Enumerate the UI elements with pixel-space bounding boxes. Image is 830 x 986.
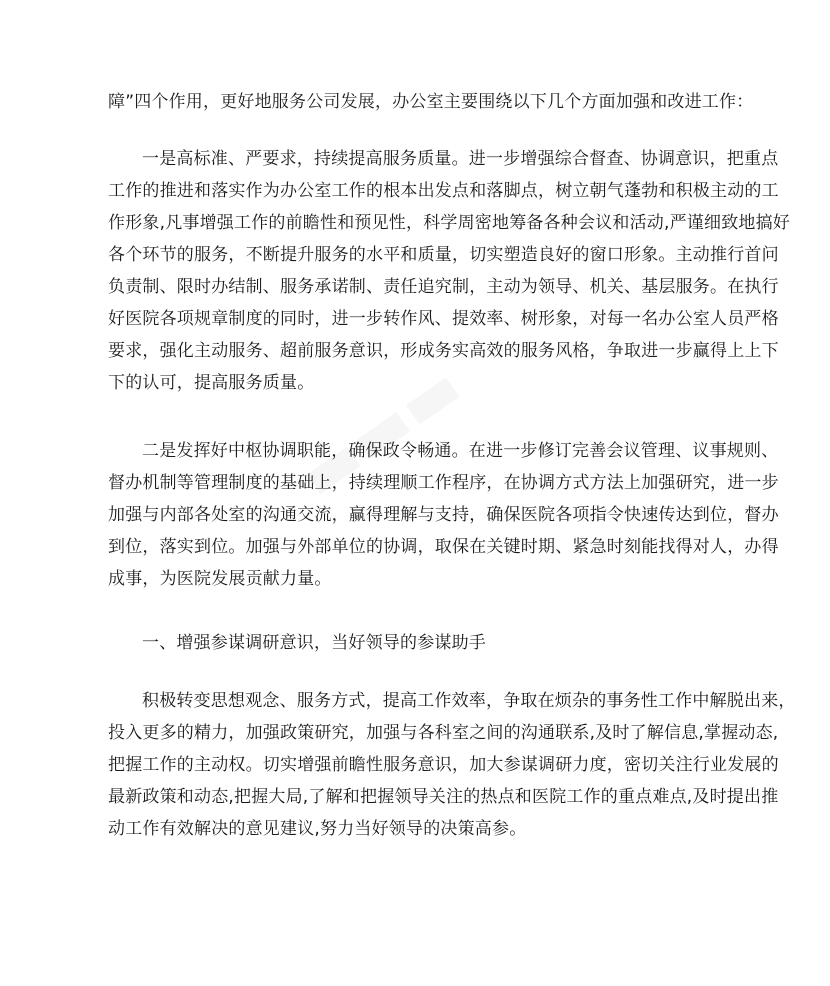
text-line: 把握工作的主动权。切实增强前瞻性服务意识，加大参谋调研力度，密切关注行业发展的 [108,755,779,775]
text-line: 成事，为医院发展贡献力量。 [108,569,332,589]
text-line: 好医院各项规章制度的同时，进一步转作风、提效率、树形象，对每一名办公室人员严格 [108,309,779,329]
text-line: 作形象,凡事增强工作的前瞻性和预见性，科学周密地筹备各种会议和活动,严谨细致地搞好 [108,213,791,233]
section-heading [108,627,728,659]
text-line: 动工作有效解决的意见建议,努力当好领导的决策高参。 [108,819,527,839]
text-line: 各个环节的服务，不断提升服务的水平和质量，切实塑造良好的窗口形象。主动推行首问 [108,245,779,265]
third-point-paragraph [108,685,796,845]
text-line: 最新政策和动态,把握大局,了解和把握领导关注的热点和医院工作的重点难点,及时提出推 [108,787,779,807]
text-line: 到位，落实到位。加强与外部单位的协调，取保在关键时期、紧急时刻能找得对人，办得 [108,537,779,557]
text-line: 负责制、限时办结制、服务承诺制、责任追究制，主动为领导、机关、基层服务。在执行 [108,277,779,297]
section-heading-text: 一、增强参谋调研意识，当好领导的参谋助手 [142,633,486,653]
text-line: 积极转变思想观念、服务方式，提高工作效率，争取在烦杂的事务性工作中解脱出来， [142,691,796,711]
first-point-paragraph [108,143,791,399]
text-line: 下的认可，提高服务质量。 [108,373,315,393]
text-line: 要求，强化主动服务、超前服务意识，形成务实高效的服务风格，争取进一步赢得上上下 [108,341,779,361]
text-line: 督办机制等管理制度的基础上，持续理顺工作程序，在协调方式方法上加强研究，进一步 [108,473,779,493]
text-line: 一是高标准、严要求，持续提高服务质量。进一步增强综合督查、协调意识，把重点 [142,149,779,169]
text-line: 工作的推进和落实作为办公室工作的根本出发点和落脚点，树立朝气蓬勃和积极主动的工 [108,181,779,201]
second-point-paragraph [108,435,779,595]
text-line: 二是发挥好中枢协调职能，确保政令畅通。在进一步修订完善会议管理、议事规则、 [142,441,779,461]
text-line: 投入更多的精力，加强政策研究，加强与各科室之间的沟通联系,及时了解信息,掌握动态, [108,723,779,743]
intro-paragraph [108,86,754,118]
text-line: 加强与内部各处室的沟通交流，赢得理解与支持，确保医院各项指令快速传达到位，督办 [108,505,779,525]
text-line: 障”四个作用，更好地服务公司发展，办公室主要围绕以下几个方面加强和改进工作： [108,92,754,112]
